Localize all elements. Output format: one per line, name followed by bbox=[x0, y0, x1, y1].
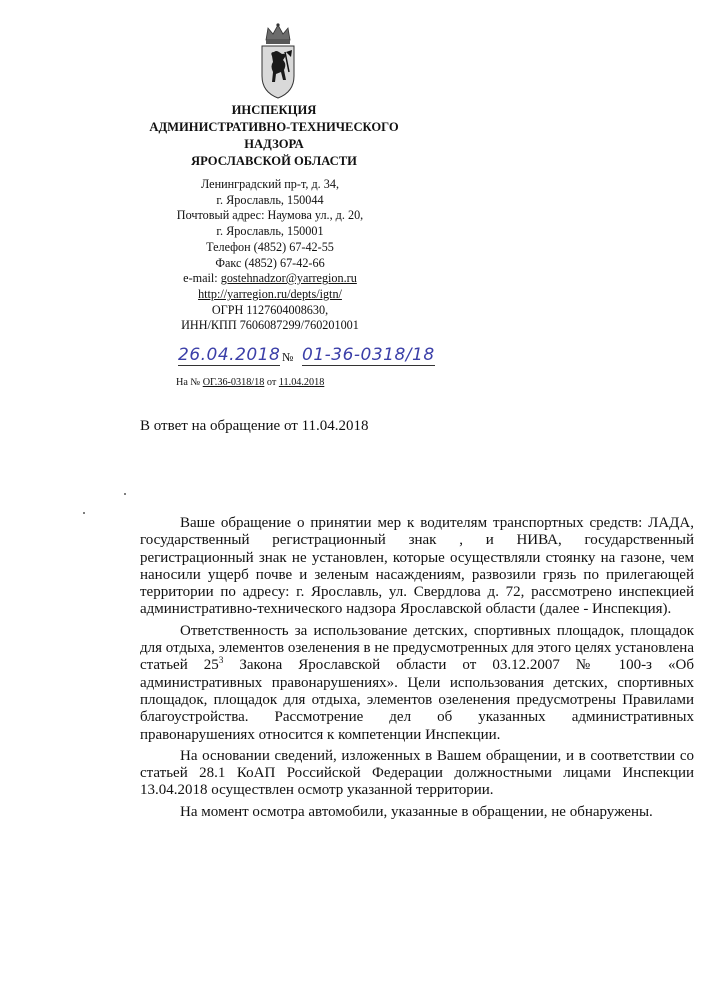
registration-number: 01-36-0318/18 bbox=[302, 345, 435, 365]
website-link[interactable]: http://yarregion.ru/depts/igtn/ bbox=[198, 286, 342, 301]
reference-prefix: На № bbox=[176, 377, 201, 388]
reference-number: ОГ.36-0318/18 bbox=[202, 377, 265, 388]
org-line-1: ИНСПЕКЦИЯ bbox=[231, 103, 317, 117]
registration-stamp bbox=[176, 341, 436, 371]
fax-line: Факс (4852) 67-42-66 bbox=[215, 255, 325, 270]
inn-kpp-line: ИНН/КПП 7606087299/760201001 bbox=[181, 318, 359, 333]
paragraph-2 bbox=[140, 623, 694, 744]
reference-from-label: от bbox=[266, 377, 277, 388]
paragraph-4: На момент осмотра автомобили, указанные в обращении, не обнаружены. bbox=[180, 803, 653, 820]
address-line-1: Ленинградский пр-т, д. 34, bbox=[201, 177, 339, 191]
reference-date: 11.04.2018 bbox=[278, 377, 325, 388]
organization-name bbox=[140, 102, 408, 170]
phone-line: Телефон (4852) 67-42-55 bbox=[206, 239, 334, 254]
paragraph-3: На основании сведений, изложенных в Вашем обращении, и в соответствии со статьей 28.1 КоАП Российской Федерации должностными лицами Инспекции 13.04.2018 осуществлен осмотр указанной территории. bbox=[140, 747, 694, 799]
ogrn-line: ОГРН 1127604008630, bbox=[211, 302, 329, 317]
postal-address-line-2: г. Ярославль, 150001 bbox=[216, 224, 324, 239]
paragraph-2-part-1: Ответственность за использование детских, спортивных площадок, площадок для отдыха, элементов озеленения в не предусмотренных для этого целях установлена статьей 25 bbox=[140, 622, 694, 674]
contact-block bbox=[160, 177, 380, 334]
email-line bbox=[160, 271, 380, 287]
paragraph-2-superscript: 3 bbox=[218, 655, 224, 666]
registration-date: 26.04.2018 bbox=[178, 345, 281, 365]
email-link[interactable]: gostehnadzor@yarregion.ru bbox=[220, 271, 357, 286]
postal-address-line-1: Почтовый адрес: Наумова ул., д. 20, bbox=[176, 208, 364, 223]
reply-heading: В ответ на обращение от 11.04.2018 bbox=[140, 418, 369, 434]
org-line-2: АДМИНИСТРАТИВНО-ТЕХНИЧЕСКОГО bbox=[149, 120, 399, 134]
org-line-4: ЯРОСЛАВСКОЙ ОБЛАСТИ bbox=[191, 154, 357, 168]
org-line-3: НАДЗОРА bbox=[244, 137, 304, 151]
paragraph-2-part-2: Закона Ярославской области от 03.12.2007 № 100-з «Об административных правонарушениях». Цели использования детских, спортивных площадок, площадок для отдыха, элементов озеленения предусмотрены Правилами благоустройства. Рассмотрение дел об указанных административных правонарушениях относится к компетенции Инспекции. bbox=[140, 657, 695, 743]
reference-line bbox=[176, 377, 324, 388]
address-line-2: г. Ярославль, 150044 bbox=[216, 192, 324, 207]
coat-of-arms-icon bbox=[256, 22, 300, 100]
scan-speck bbox=[124, 493, 126, 495]
letter-body bbox=[140, 515, 694, 825]
registration-number-label: № bbox=[282, 350, 294, 364]
paragraph-1: Ваше обращение о принятии мер к водителям транспортных средств: ЛАДА, государственный регистрационный знак , и НИВА, государственный регистрационный знак не установлен, которые осуществляли стоянку на газоне, чем наносили ущерб почве и зеленым насаждениям, развозили грязь по прилегающей территории по адресу: г. Ярославль, ул. Свердлова д. 72, рассмотрено инспекцией административно-технического надзора Ярославской области (далее - Инспекция). bbox=[140, 515, 694, 618]
email-label: e-mail: bbox=[183, 271, 221, 286]
scan-speck bbox=[83, 512, 85, 514]
